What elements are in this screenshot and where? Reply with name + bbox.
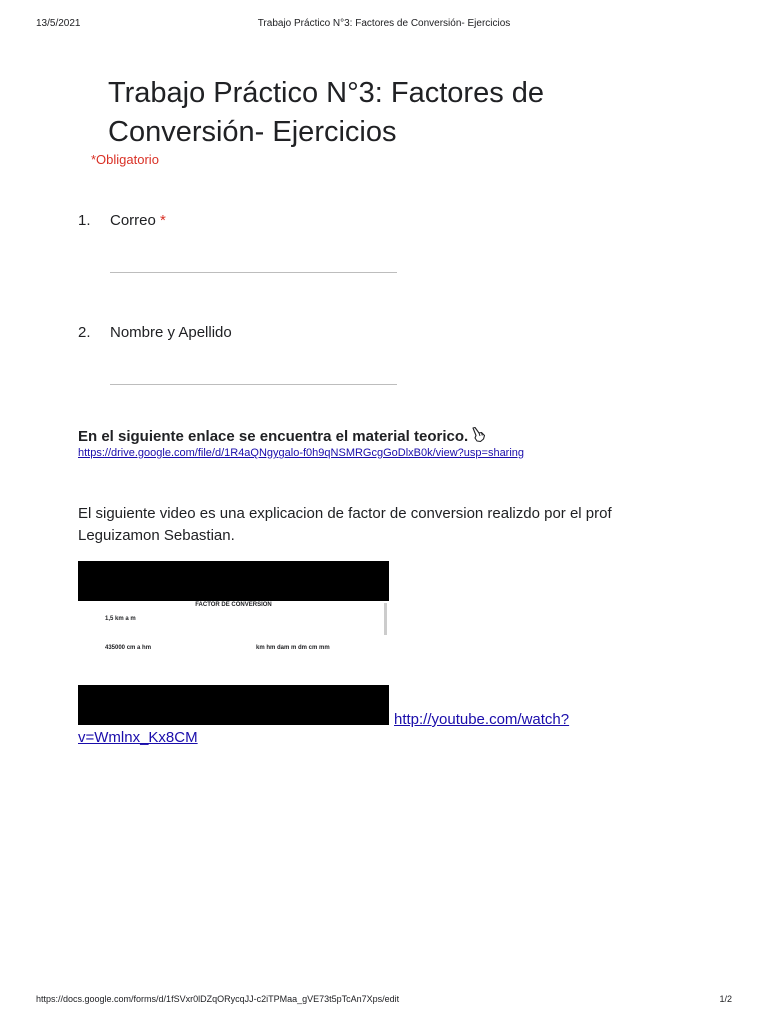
pointing-hand-icon (470, 426, 486, 447)
question-1-number: 1. (78, 212, 91, 229)
material-drive-link[interactable]: https://drive.google.com/file/d/1R4aQNgygalo-f0h9qNSMRGcgGoDlxB0k/view?usp=sharing (78, 447, 525, 459)
thumbnail-title: FACTOR DE CONVERSIÓN (195, 602, 272, 608)
question-1-text: Correo (110, 212, 156, 229)
question-1-label (110, 212, 166, 229)
required-asterisk: * (160, 212, 166, 229)
video-frame (78, 601, 389, 685)
required-note: *Obligatorio (91, 152, 159, 167)
material-heading-text: En el siguiente enlace se encuentra el material teorico. (78, 428, 469, 445)
material-heading (78, 426, 486, 447)
question-2-number: 2. (78, 324, 91, 341)
question-2-answer-field[interactable] (110, 384, 397, 385)
thumbnail-line-1: 1,5 km a m (105, 616, 136, 622)
print-footer-url: https://docs.google.com/forms/d/1fSVxr0lDZqORycqJJ-c2iTPMaa_gVE73t5pTcAn7Xps/edit (36, 994, 400, 1004)
youtube-link-part-2[interactable]: v=Wmlnx_Kx8CM (78, 729, 198, 746)
form-title-line-1: Trabajo Práctico N°3: Factores de (108, 77, 545, 109)
video-thumbnail[interactable] (78, 561, 389, 725)
form-title-line-2: Conversión- Ejercicios (108, 116, 397, 148)
page-number: 1/2 (719, 994, 732, 1004)
print-footer (36, 994, 732, 1008)
video-description: El siguiente video es una explicacion de factor de conversion realizdo por el prof Leguizamon Sebastian. (78, 505, 612, 544)
question-2-label: Nombre y Apellido (110, 324, 232, 341)
print-document-title: Trabajo Práctico N°3: Factores de Conversión- Ejercicios (257, 18, 511, 29)
thumbnail-line-3: km hm dam m dm cm mm (256, 645, 330, 651)
youtube-link-part-1[interactable]: http://youtube.com/watch? (394, 711, 570, 728)
question-1-answer-field[interactable] (110, 272, 397, 273)
thumbnail-scrollbar (384, 603, 387, 635)
print-header (36, 18, 732, 32)
form-title (108, 74, 668, 152)
print-date: 13/5/2021 (36, 18, 81, 29)
thumbnail-line-2: 435000 cm a hm (105, 645, 152, 651)
